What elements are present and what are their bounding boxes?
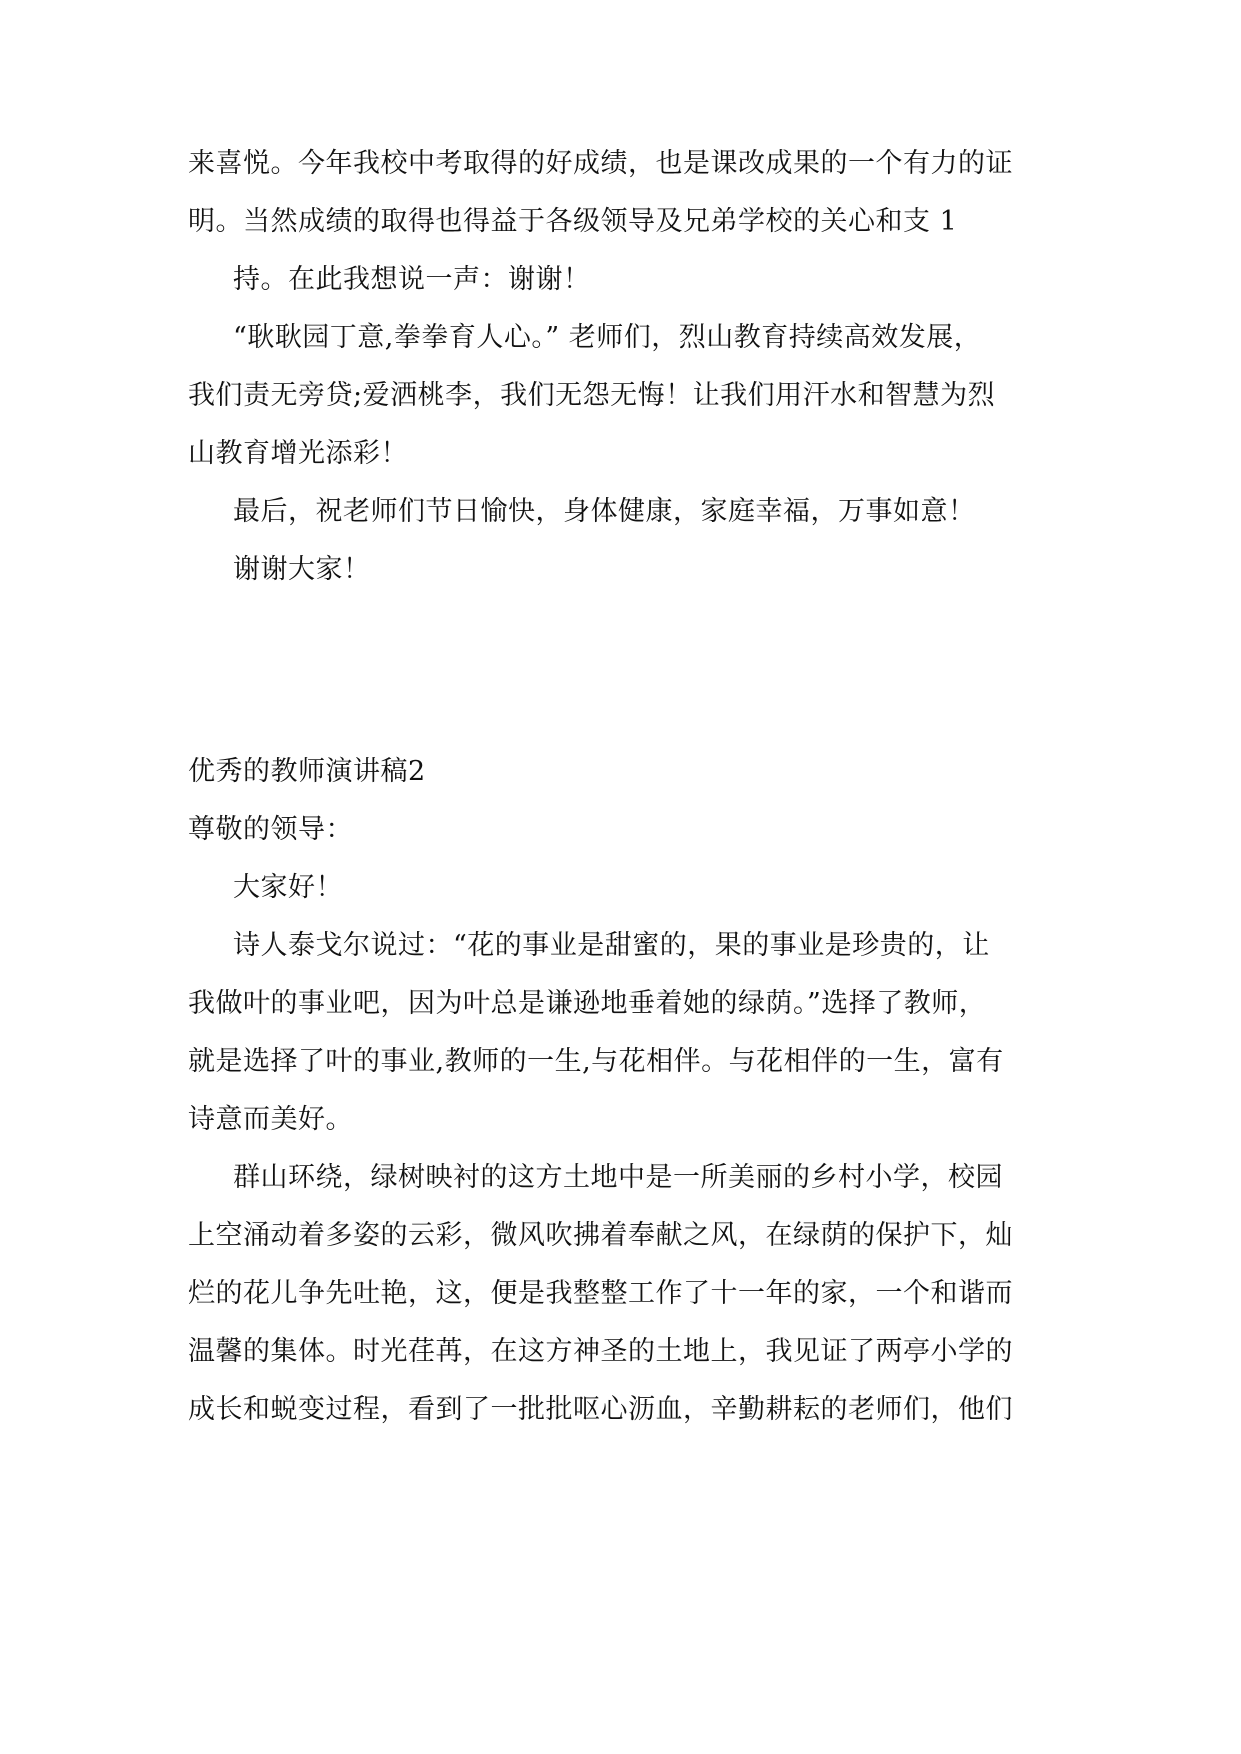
paragraph-line: 成长和蜕变过程，看到了一批批呕心沥血，辛勤耕耘的老师们，他们 [188,1394,1013,1425]
paragraph-line: 诗人泰戈尔说过：“花的事业是甜蜜的，果的事业是珍贵的，让 [233,930,990,961]
paragraph-line: 上空涌动着多姿的云彩，微风吹拂着奉献之风，在绿荫的保护下，灿 [188,1220,1013,1251]
paragraph-line: 烂的花儿争先吐艳，这，便是我整整工作了十一年的家，一个和谐而 [188,1278,1013,1309]
paragraph-line: 我做叶的事业吧，因为叶总是谦逊地垂着她的绿荫。”选择了教师， [188,988,987,1019]
paragraph-line: “耿耿园丁意,拳拳育人心。” 老师们，烈山教育持续高效发展， [233,322,982,353]
paragraph-line: 温馨的集体。时光荏苒，在这方神圣的土地上，我见证了两亭小学的 [188,1336,1013,1367]
paragraph-line: 诗意而美好。 [188,1104,353,1135]
paragraph-line: 谢谢大家！ [233,554,371,585]
paragraph-line: 来喜悦。今年我校中考取得的好成绩，也是课改成果的一个有力的证 [188,148,1013,179]
salutation: 尊敬的领导： [188,814,353,845]
greeting: 大家好！ [233,872,343,903]
paragraph-line: 持。在此我想说一声：谢谢！ [233,264,591,295]
section-title: 优秀的教师演讲稿2 [188,756,426,787]
paragraph-line: 就是选择了叶的事业,教师的一生,与花相伴。与花相伴的一生，富有 [188,1046,1004,1077]
paragraph-line: 群山环绕，绿树映衬的这方土地中是一所美丽的乡村小学，校园 [233,1162,1003,1193]
paragraph-line: 山教育增光添彩！ [188,438,408,469]
paragraph-line: 明。当然成绩的取得也得益于各级领导及兄弟学校的关心和支 1 [188,206,958,237]
paragraph-line: 最后，祝老师们节日愉快，身体健康，家庭幸福，万事如意！ [233,496,976,527]
paragraph-line: 我们责无旁贷;爱洒桃李，我们无怨无悔！让我们用汗水和智慧为烈 [188,380,996,411]
